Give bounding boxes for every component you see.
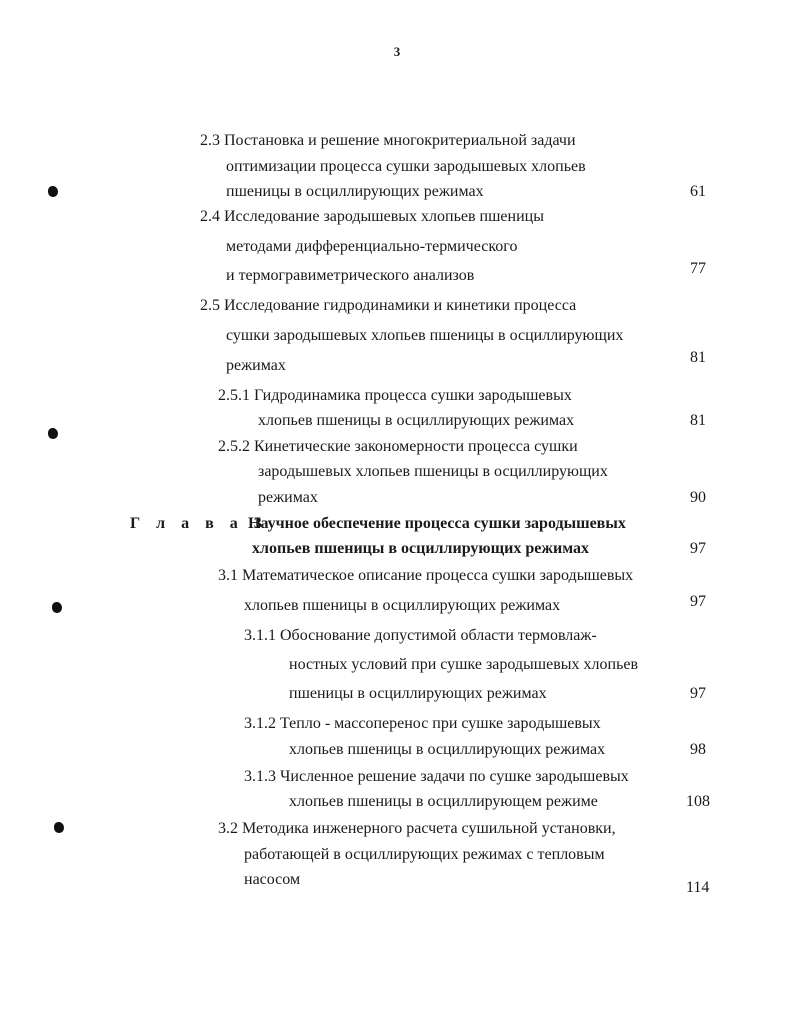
toc-entry-line: пшеницы в осциллирующих режимах xyxy=(289,685,547,702)
toc-entry-page: 97 xyxy=(690,540,706,557)
toc-entry-line: режимах xyxy=(258,489,318,506)
toc-entry-line: зародышевых хлопьев пшеницы в осциллирующих xyxy=(258,463,608,480)
toc-entry-line: режимах xyxy=(226,357,286,374)
toc-entry-line: 2.5.2 Кинетические закономерности процесса сушки xyxy=(218,438,578,455)
toc-entry-page: 98 xyxy=(690,741,706,758)
toc-entry-line: оптимизации процесса сушки зародышевых хлопьев xyxy=(226,158,586,175)
toc-entry-line: хлопьев пшеницы в осциллирующих режимах xyxy=(258,412,575,429)
toc-entry-line: 3.1.3 Численное решение задачи по сушке зародышевых xyxy=(244,768,629,785)
toc-entry-line: хлопьев пшеницы в осциллирующих режимах xyxy=(244,597,561,614)
toc-entry-line: Научное обеспечение процесса сушки зародышевых xyxy=(248,515,626,532)
toc-entry-page: 77 xyxy=(690,260,706,277)
toc-entry-line: насосом xyxy=(244,871,301,888)
toc-entry-line: 2.5.1 Гидродинамика процесса сушки зародышевых xyxy=(218,387,572,404)
toc-entry-line: 2.3 Постановка и решение многокритериальной задачи xyxy=(200,132,576,149)
toc-entry-line: методами дифференциально-термического xyxy=(226,238,518,255)
toc-entry-page: 61 xyxy=(690,183,706,200)
toc-entry-page: 97 xyxy=(690,593,706,610)
toc-entry-line: и термогравиметрического анализов xyxy=(226,267,475,284)
toc-entry-page: 97 xyxy=(690,685,706,702)
punch-hole-mark xyxy=(48,186,58,197)
toc-entry-line: ностных условий при сушке зародышевых хлопьев xyxy=(289,656,639,673)
toc-entry-line: 3.1 Математическое описание процесса сушки зародышевых xyxy=(218,567,634,584)
toc-entry-page: 90 xyxy=(690,489,706,506)
toc-entry-page: 81 xyxy=(690,412,706,429)
toc-entry-line: хлопьев пшеницы в осциллирующих режимах xyxy=(252,540,589,557)
toc-entry-line: пшеницы в осциллирующих режимах xyxy=(226,183,484,200)
toc-entry-line: работающей в осциллирующих режимах с тепловым xyxy=(244,846,605,863)
toc-entry-line: 3.1.2 Тепло - массоперенос при сушке зародышевых xyxy=(244,715,601,732)
toc-entry-line: 2.5 Исследование гидродинамики и кинетики процесса xyxy=(200,297,577,314)
page-number: 3 xyxy=(393,44,401,59)
punch-hole-mark xyxy=(54,822,64,833)
toc-entry-line: сушки зародышевых хлопьев пшеницы в осциллирующих xyxy=(226,327,624,344)
toc-entry-page: 81 xyxy=(690,349,706,366)
punch-hole-mark xyxy=(48,428,58,439)
toc-entry-line: 2.4 Исследование зародышевых хлопьев пшеницы xyxy=(200,208,544,225)
toc-entry-line: хлопьев пшеницы в осциллирующих режимах xyxy=(289,741,606,758)
toc-entry-page: 108 xyxy=(686,793,710,810)
toc-entry-line: 3.1.1 Обоснование допустимой области термовлаж- xyxy=(244,627,597,644)
toc-entry-page: 114 xyxy=(686,879,710,896)
punch-hole-mark xyxy=(52,602,62,613)
chapter-label: Г л а в а 3 xyxy=(130,515,268,532)
toc-entry-line: 3.2 Методика инженерного расчета сушильной установки, xyxy=(218,820,616,837)
toc-entry-line: хлопьев пшеницы в осциллирующем режиме xyxy=(289,793,598,810)
